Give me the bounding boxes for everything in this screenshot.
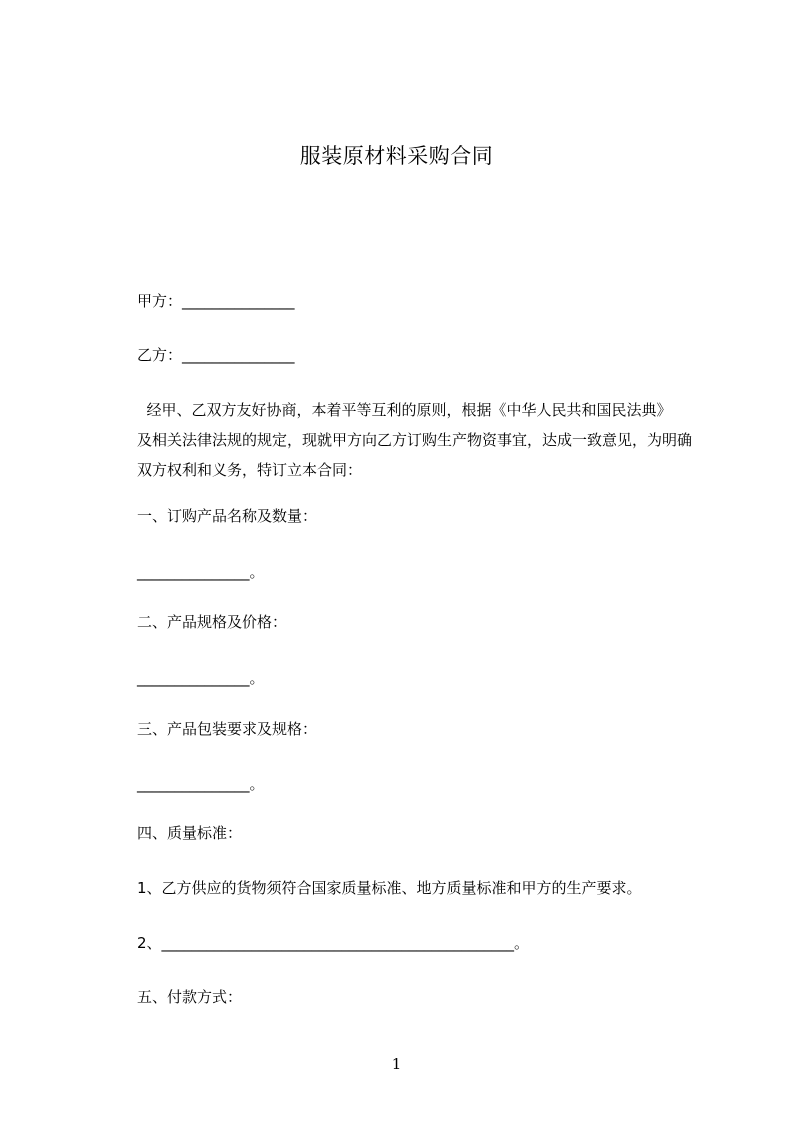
section-1-blank: _______________。 [137, 563, 265, 581]
section-4-item-1: 1、乙方供应的货物须符合国家质量标准、地方质量标准和甲方的生产要求。 [137, 879, 642, 897]
page-number: 1 [391, 1055, 402, 1073]
intro-line-3: 双方权利和义务，特订立本合同： [137, 461, 363, 479]
section-2-blank: _______________。 [137, 669, 265, 687]
section-5-heading: 五、付款方式： [137, 988, 243, 1006]
section-4-heading: 四、质量标准： [137, 824, 243, 842]
section-3-heading: 三、产品包装要求及规格： [137, 720, 318, 738]
intro-line-1: 经甲、乙双方友好协商，本着平等互利的原则，根据《中华人民共和国民法典》 [137, 401, 672, 419]
section-1-heading: 一、订购产品名称及数量： [137, 507, 318, 525]
intro-paragraph [137, 395, 707, 485]
intro-line-2: 及相关法律法规的规定，现就甲方向乙方订购生产物资事宜，达成一致意见，为明确 [137, 431, 693, 449]
party-b-line: 乙方：_______________ [137, 346, 295, 364]
section-4-item-2: 2、_______________________________________________。 [137, 934, 530, 952]
section-2-heading: 二、产品规格及价格： [137, 613, 288, 631]
party-a-line: 甲方：_______________ [137, 292, 295, 310]
section-3-blank: _______________。 [137, 775, 265, 793]
document-title: 服装原材料采购合同 [299, 144, 494, 168]
